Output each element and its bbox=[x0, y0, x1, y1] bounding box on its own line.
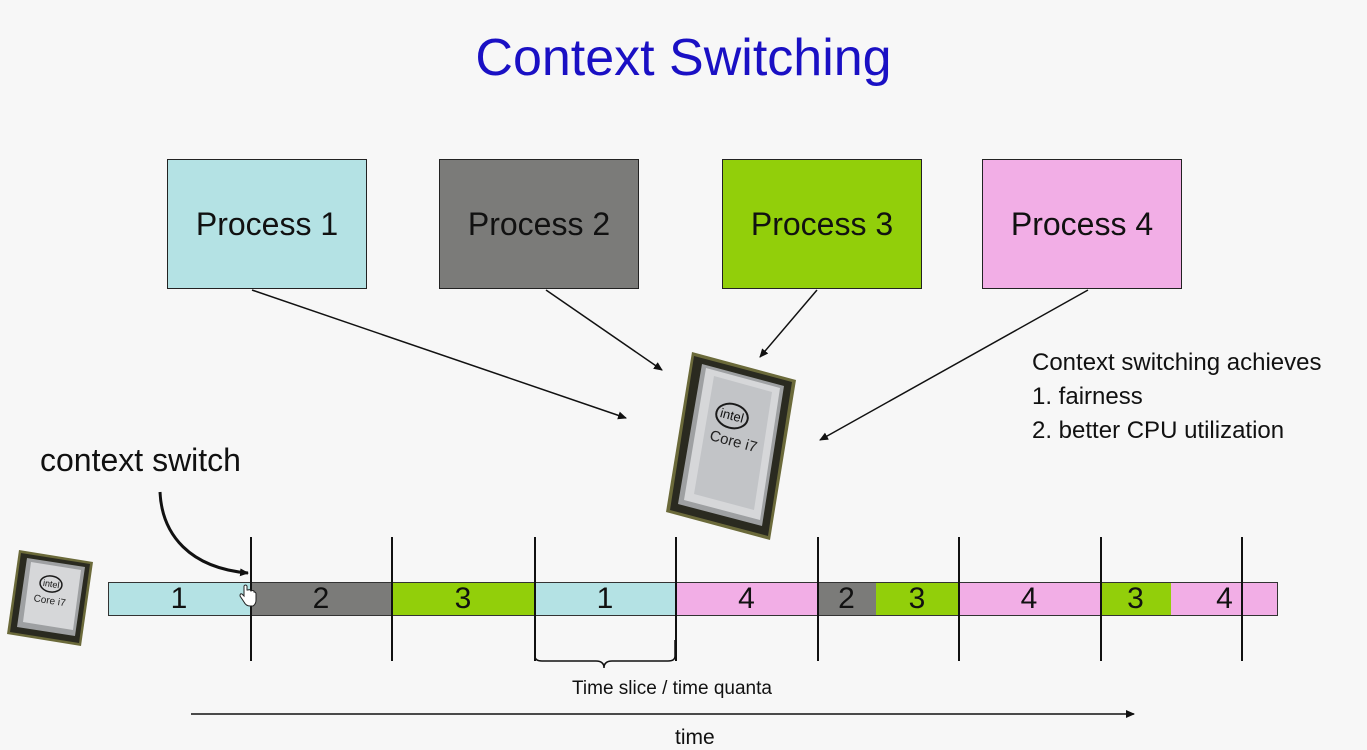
time-slice-label: Time slice / time quanta bbox=[572, 678, 772, 699]
benefit-cpu-utilization: 2. better CPU utilization bbox=[1032, 417, 1285, 444]
context-switch-label: context switch bbox=[40, 442, 241, 478]
segment-label: 3 bbox=[1127, 582, 1144, 615]
timeline-tick bbox=[675, 537, 677, 661]
timeline-tick bbox=[1100, 537, 1102, 661]
segment-label: 3 bbox=[908, 582, 926, 615]
benefit-fairness: 1. fairness bbox=[1032, 383, 1143, 410]
timeline-tick bbox=[958, 537, 960, 661]
timeline-tick bbox=[1241, 537, 1243, 661]
process-4-label: Process 4 bbox=[1010, 205, 1154, 242]
segment-label: 2 bbox=[312, 582, 330, 615]
segment-label: 1 bbox=[596, 582, 614, 615]
process-3-label: Process 3 bbox=[750, 205, 894, 242]
segment-label: 3 bbox=[454, 582, 472, 615]
timeline-tick bbox=[817, 537, 819, 661]
segment-label: 4 bbox=[1216, 582, 1233, 615]
time-axis-label: time bbox=[675, 726, 715, 749]
small-cpu-model-text: Core i7 bbox=[32, 593, 67, 610]
timeline-tick bbox=[391, 537, 393, 661]
hand-cursor-icon bbox=[238, 584, 258, 608]
process-1-label: Process 1 bbox=[195, 205, 339, 242]
cpu-brand-text: intel bbox=[718, 405, 746, 426]
process-2-label: Process 2 bbox=[467, 205, 611, 242]
segment-label: 1 bbox=[170, 582, 188, 615]
small-cpu-brand-text: intel bbox=[42, 577, 61, 591]
segment-label: 4 bbox=[738, 582, 755, 615]
benefits-heading: Context switching achieves bbox=[1032, 349, 1322, 376]
slide-title: Context Switching bbox=[475, 29, 892, 87]
timeline-tick bbox=[534, 537, 536, 661]
cpu-model-text: Core i7 bbox=[707, 427, 759, 457]
segment-label: 4 bbox=[1020, 582, 1038, 615]
segment-label: 2 bbox=[838, 582, 855, 615]
